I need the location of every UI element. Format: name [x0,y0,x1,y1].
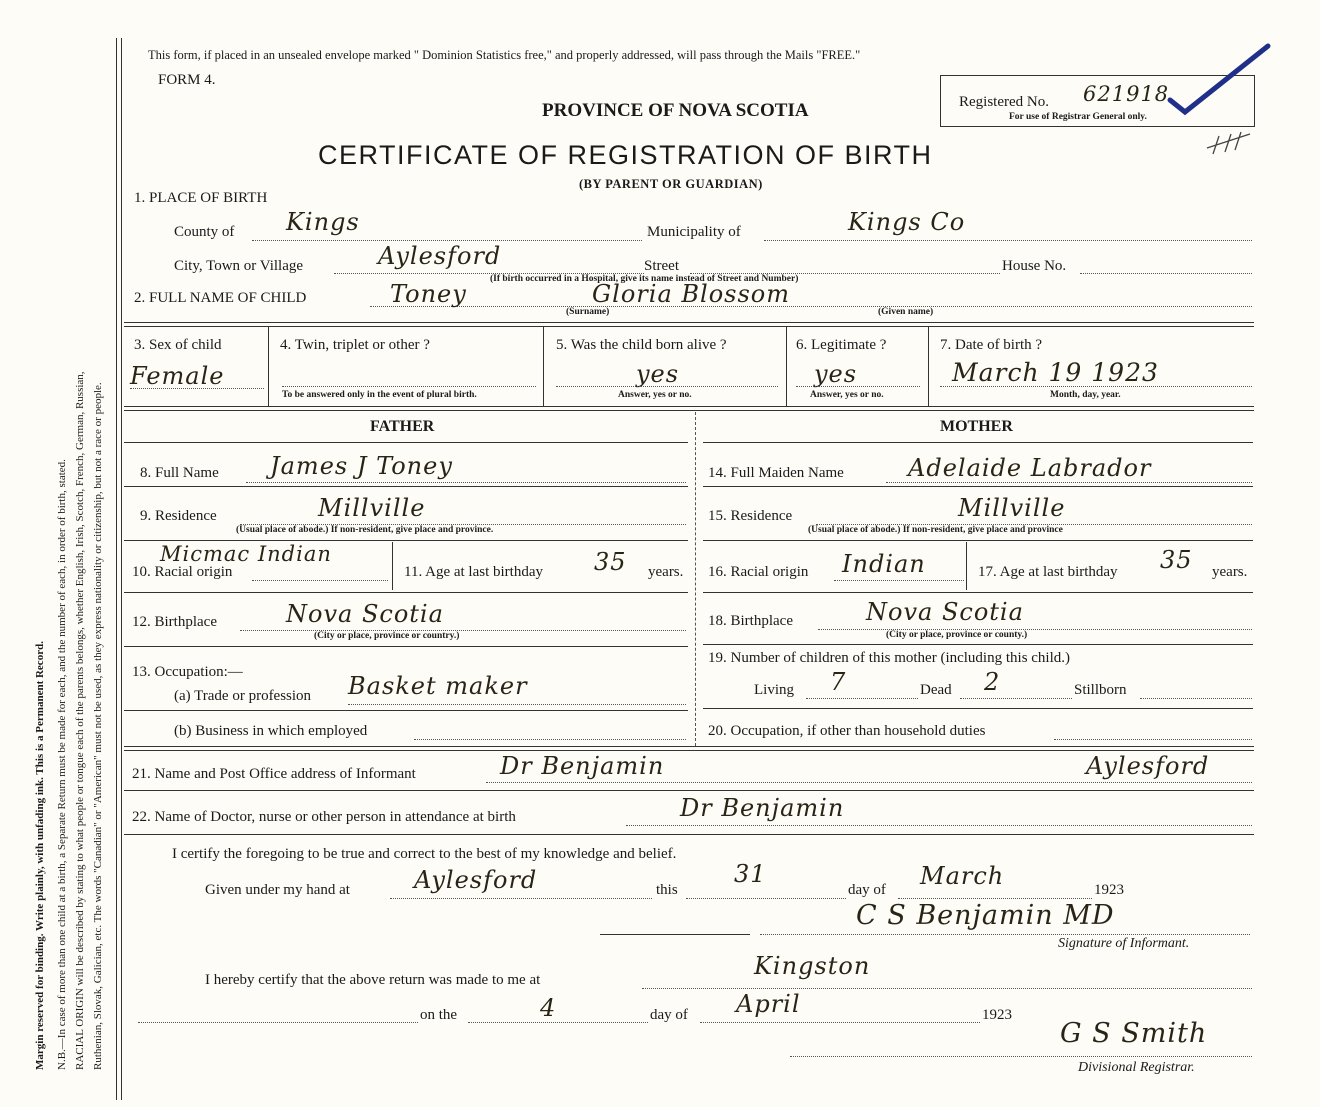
month-line [898,898,1092,899]
trade-label: (a) Trade or profession [174,688,312,704]
surname-caption: (Surname) [566,307,610,317]
divider [703,592,1253,593]
father-name-value: James J Toney [270,452,453,480]
pencil-mark-icon [1205,128,1255,158]
living-value: 7 [830,668,847,696]
father-name-line [246,482,686,483]
divider [703,442,1253,443]
legitimate-value: yes [814,360,858,388]
father-residence-note: (Usual place of abode.) If non-resident, give place and province. [236,525,494,535]
mother-name-label: 14. Full Maiden Name [708,465,844,481]
mother-heading: MOTHER [940,418,1013,435]
dead-label: Dead [920,682,952,698]
father-name-label: 8. Full Name [140,465,219,481]
mother-occ-line [1054,739,1252,740]
registrar-statement: I hereby certify that the above return was made to me at [205,972,541,988]
given-name-caption: (Given name) [878,307,934,317]
mother-birthplace-line [818,629,1252,630]
living-label: Living [754,682,794,698]
attendant-line [626,825,1252,826]
trade-line [348,704,686,705]
margin-rule [116,38,117,1100]
mother-age-label: 17. Age at last birthday [978,564,1118,580]
reg-day-value: 4 [540,994,557,1022]
county-line [252,240,642,241]
registrar-place-value: Kingston [754,952,871,980]
father-heading: FATHER [370,418,435,435]
divider [124,646,688,647]
registered-no-label: Registered No. [959,94,1049,110]
dob-line [940,386,1252,387]
day-value: 31 [734,860,767,888]
divider [124,486,688,487]
registrar-line [138,1022,418,1023]
place-of-birth-label: 1. PLACE OF BIRTH [134,190,268,206]
business-label: (b) Business in which employed [174,723,368,739]
divider [124,442,688,443]
sex-value: Female [130,362,225,390]
stillborn-line [1140,698,1252,699]
form-number: FORM 4. [158,72,216,88]
year-value: 1923 [1094,882,1124,898]
hospital-note: (If birth occurred in a Hospital, give its name instead of Street and Number) [490,274,799,284]
informant-address-value: Aylesford [1086,752,1210,780]
divider [124,834,1254,835]
attendant-value: Dr Benjamin [680,794,845,822]
informant-signature: C S Benjamin MD [856,900,1115,931]
mother-racial-label: 16. Racial origin [708,564,809,580]
municipality-label: Municipality of [647,224,741,240]
divider [124,410,1254,411]
born-alive-value: yes [636,360,680,388]
trade-value: Basket maker [348,672,528,700]
mother-occupation-label: 20. Occupation, if other than household duties [708,723,986,739]
street-label: Street [644,258,679,274]
divider [703,644,1253,645]
twin-label: 4. Twin, triplet or other ? [280,337,430,353]
alive-line [556,386,778,387]
father-age-unit: years. [648,564,684,580]
check-mark-icon [1160,40,1280,120]
county-value: Kings [286,208,360,236]
divider [124,406,1254,407]
registrar-caption: Divisional Registrar. [1078,1060,1195,1075]
business-line [414,739,686,740]
stillborn-label: Stillborn [1074,682,1127,698]
divider [543,326,544,406]
reg-day-of-label: day of [650,1007,688,1023]
dob-value: March 19 1923 [952,358,1159,387]
mother-residence-value: Millville [958,494,1066,522]
twin-note: To be answered only in the event of plural birth. [282,390,477,400]
sex-label: 3. Sex of child [134,337,222,353]
divider [124,540,688,541]
mother-birthplace-label: 18. Birthplace [708,613,793,629]
mail-notice: This form, if placed in an unsealed envelope marked " Dominion Statistics free," and properly addressed, will pass through the Mails "FREE." [148,48,861,62]
mother-birthplace-note: (City or place, province or county.) [886,630,1028,640]
father-age-value: 35 [594,548,627,576]
mother-birthplace-value: Nova Scotia [866,598,1024,626]
legitimate-label: 6. Legitimate ? [796,337,887,353]
children-count-label: 19. Number of children of this mother (including this child.) [708,650,1071,666]
child-name-label: 2. FULL NAME OF CHILD [134,290,307,306]
divider [392,542,393,590]
born-alive-note: Answer, yes or no. [618,390,692,400]
informant-label: 21. Name and Post Office address of Informant [132,766,416,782]
father-birthplace-line [240,630,686,631]
father-racial-value: Micmac Indian [160,542,332,566]
reg-month-value: April [736,990,801,1018]
registrar-sig-line [790,1056,1252,1057]
attendant-label: 22. Name of Doctor, nurse or other person in attendance at birth [132,809,516,825]
divider [703,708,1253,709]
mother-name-value: Adelaide Labrador [908,454,1152,482]
day-line [686,898,846,899]
mother-racial-line [834,580,964,581]
this-label: this [656,882,678,898]
divider [268,326,269,406]
child-name-line [370,306,1252,307]
county-label: County of [174,224,235,240]
given-place-line [390,898,652,899]
house-line [1080,273,1252,274]
father-birthplace-note: (City or place, province or country.) [314,631,460,641]
margin-note-racial-origin: RACIAL ORIGIN will be described by stating to what people or tongue each of the parents belongs, whether English, Irish, Scotch, French, German, Russian, [74,371,86,1070]
father-racial-label: 10. Racial origin [132,564,233,580]
informant-name-value: Dr Benjamin [500,752,665,780]
divider [695,412,696,746]
margin-rule-2 [121,38,122,1100]
on-the-label: on the [420,1007,458,1023]
page-subtitle: (BY PARENT OR GUARDIAN) [579,177,763,191]
divider [124,746,1254,747]
margin-note-racial-origin-2: Ruthenian, Slovak, Galician, etc. The words "Canadian" or "American" must not be used, as they express nationality or citizenship, but not a race or people. [92,382,104,1070]
father-residence-value: Millville [318,494,426,522]
mother-name-line [886,482,1252,483]
child-given-value: Gloria Blossom [592,280,790,308]
divider [928,326,929,406]
province-heading: PROVINCE OF NOVA SCOTIA [542,100,809,121]
mother-residence-label: 15. Residence [708,508,793,524]
day-of-label: day of [848,882,886,898]
living-line [806,698,918,699]
certify-statement: I certify the foregoing to be true and correct to the best of my knowledge and belief. [172,846,677,862]
house-no-label: House No. [1002,258,1067,274]
registrar-place-line [642,988,1252,989]
mother-racial-value: Indian [842,550,926,578]
registrar-note: For use of Registrar General only. [1009,112,1147,122]
divider [124,326,1254,327]
dead-value: 2 [984,668,1001,696]
sex-line [130,388,264,389]
divider [124,710,688,711]
municipality-value: Kings Co [848,208,966,236]
signature-line [760,934,1250,935]
reg-month-line [700,1022,980,1023]
month-value: March [920,862,1005,890]
registered-no-value: 621918 [1083,82,1170,106]
divider [703,540,1253,541]
signature-caption: Signature of Informant. [1058,936,1190,951]
legitimate-note: Answer, yes or no. [810,390,884,400]
informant-line [486,782,1252,783]
reg-day-line [468,1022,648,1023]
divider [966,542,967,590]
divider [124,750,1254,751]
signature-rule [600,934,750,935]
margin-note-multiple-births: N.B.—In case of more than one child at a birth, a Separate Return must be made for each, and the number of each, in order of birth, stated. [56,459,68,1070]
father-age-label: 11. Age at last birthday [404,564,543,580]
city-label: City, Town or Village [174,258,304,274]
city-value: Aylesford [378,242,502,270]
divider [703,486,1253,487]
dob-note: Month, day, year. [1050,390,1121,400]
mother-age-value: 35 [1160,546,1193,574]
mother-age-unit: years. [1212,564,1248,580]
mother-residence-note: (Usual place of abode.) If non-resident, give place and province [808,525,1063,535]
divider [124,790,1254,791]
born-alive-label: 5. Was the child born alive ? [556,337,727,353]
father-birthplace-value: Nova Scotia [286,600,444,628]
dob-label: 7. Date of birth ? [940,337,1043,353]
divider [786,326,787,406]
margin-note-binding: Margin reserved for binding. Write plainly, with unfading ink. This is a Permanent Record. [34,641,46,1070]
given-under-label: Given under my hand at [205,882,350,898]
page-title: CERTIFICATE OF REGISTRATION OF BIRTH [318,140,933,170]
municipality-line [764,240,1252,241]
legit-line [796,386,920,387]
father-residence-label: 9. Residence [140,508,217,524]
father-birthplace-label: 12. Birthplace [132,614,217,630]
child-surname-value: Toney [390,280,467,308]
reg-year-value: 1923 [982,1007,1012,1023]
given-place-value: Aylesford [414,866,538,894]
occupation-label: 13. Occupation:— [132,664,243,680]
registrar-signature: G S Smith [1060,1018,1208,1049]
father-racial-line [252,580,388,581]
twin-line [282,386,536,387]
divider [124,322,1254,323]
divider [124,592,688,593]
dead-line [960,698,1072,699]
